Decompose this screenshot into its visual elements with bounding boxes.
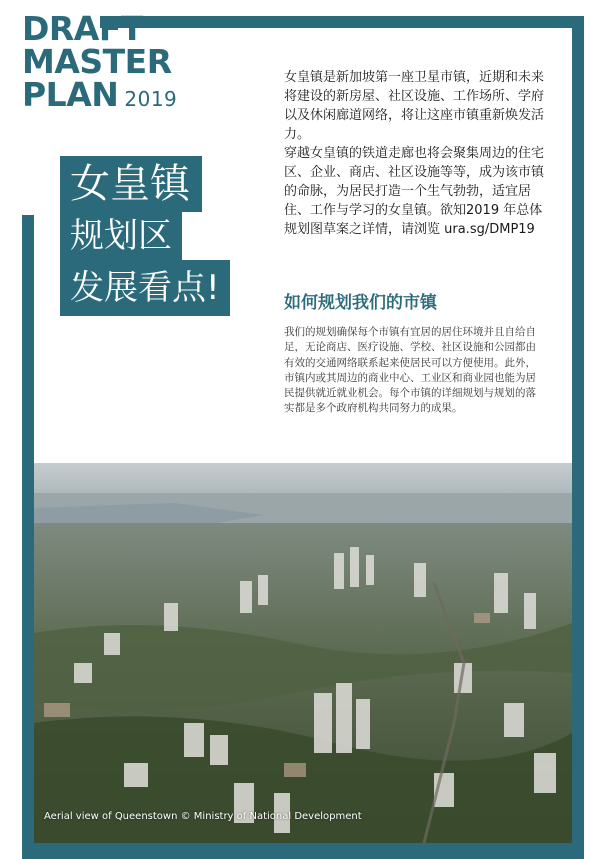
logo-plan-word: PLAN bbox=[22, 75, 119, 114]
aerial-photo bbox=[34, 463, 572, 843]
logo-line-draft: DRAFT bbox=[22, 9, 143, 48]
frame-right-border bbox=[572, 16, 584, 859]
frame-left-border bbox=[22, 215, 34, 859]
section-body: 我们的规划确保每个市镇有宜居的居住环境并且自给自足，无论商店、医疗设施、学校、社区设施和公园都由有效的交通网络联系起来使居民可以方便使用。此外，市镇内或其周边的商业中心、工业区和商业园也能为居民提供就近就业机会。每个市镇的详细规划与规划的落实都是多个政府机构共同努力的成果。 bbox=[284, 326, 536, 415]
intro-paragraph-2: 穿越女皇镇的铁道走廊也将会聚集周边的住宅区、企业、商店、社区设施等等，成为该市镇的命脉，为居民打造一个生气勃勃，适宜居住、工作与学习的女皇镇。欲知2019 年总体规划图草案之详情，请浏览 ura.sg/DMP19 bbox=[284, 146, 545, 237]
draft-master-plan-logo bbox=[22, 9, 178, 116]
logo-line-master: MASTER bbox=[22, 42, 172, 81]
title-line-3: 发展看点! bbox=[60, 260, 230, 316]
logo-line-plan bbox=[22, 75, 178, 116]
frame-bottom-border bbox=[22, 843, 584, 859]
logo-year: 2019 bbox=[124, 87, 178, 111]
photo-caption: Aerial view of Queenstown © Ministry of National Development bbox=[44, 811, 362, 822]
intro-paragraph-1: 女皇镇是新加坡第一座卫星市镇，近期和未来将建设的新房屋、社区设施、工作场所、学府以及休闲廊道网络，将让这座市镇重新焕发活力。 bbox=[284, 70, 545, 142]
section-heading: 如何规划我们的市镇 bbox=[284, 293, 437, 313]
intro-text bbox=[284, 68, 554, 239]
title-line-2: 规划区 bbox=[60, 212, 182, 260]
title-line-1: 女皇镇 bbox=[60, 156, 202, 212]
